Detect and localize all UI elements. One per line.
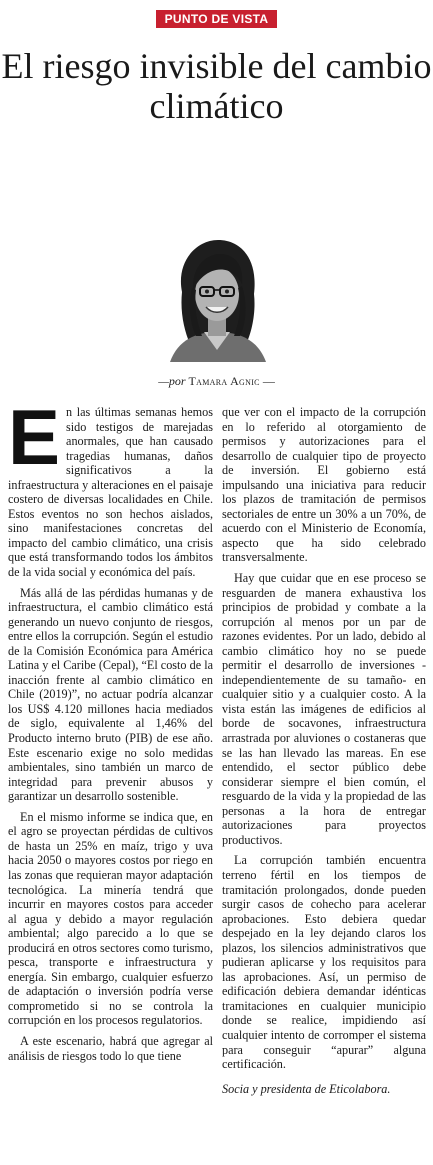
article-paragraph: Más allá de las pérdidas humanas y de infraestructura, el cambio climático está generando un nuevo conjunto de riesgos, entre ellos la corrupción. Según el estudio de la Comisión Económica para América Latina y el Caribe (Cepal), “El costo de la inacción frente al cambio climático en Chile (2019)”, no actuar podría alcanzar los US$ 4.120 millones hacia mediados de siglo, equivalente al 1,46% del Producto interno bruto (PIB) de ese año. Este escenario exige no solo medidas ambientales, sino también un marco de integridad para prevenir abusos y garantizar un desarrollo sostenible. xyxy=(8,585,213,804)
article-paragraph: La corrupción también encuentra terreno fértil en los tiempos de tramitación prolongados, donde pueden surgir casos de cohecho para acelerar aprobaciones. Esto debiera quedar despejado en la ley dejando claros los plazos, los silencios administrativos que pudieran aplicarse y los requisitos para las aprobaciones. Así, un permiso de edificación debiera demandar idénticas tramitaciones en cualquier municipio donde se realice, impidiendo así cualquier intento de corromper el sistema para conseguir “apurar” alguna certificación. xyxy=(222,853,426,1072)
article-paragraph: Hay que cuidar que en ese proceso se resguarden de manera exhaustiva los principios de probidad y combate a la corrupción al menos por un par de razones evidentes. Por un lado, debido al cambio climático hoy no se puede permitir el desarrollo de inversiones -independientemente de su tamaño- en cualquier sitio y a cualquier costo. A la vista están las imágenes de edificios al borde de socavones, infraestructura arrastrada por aluviones o costaneras que se las han llevado las mareas. En ese entendido, el sector público debe considerar siempre el bien común, el resguardo de la vida y la propiedad de las personas a la hora de entregar autorizaciones para proyectos productivos. xyxy=(222,571,426,847)
article-paragraph: En el mismo informe se indica que, en el agro se proyectan pérdidas de cultivos de hasta un 25% en maíz, trigo y uva hacia 2050 o mayores costos por riego en las zonas que requieran mayor adaptación tecnológica. La minería tendrá que incurrir en mayores costos para acceder al agua y debido a mayor regulación ambiental; algo parecido a lo que se producirá en otros sectores como turismo, pesca, transporte e infraestructura y energía. Sin embargo, cualquier esfuerzo de adaptación o inversión podría verse comprometido si no se controla la corrupción en los procesos regulatorios. xyxy=(8,809,213,1028)
section-label: PUNTO DE VISTA xyxy=(156,10,278,28)
byline-suffix: — xyxy=(262,374,275,388)
article-column-right xyxy=(222,405,426,1102)
byline xyxy=(0,374,433,389)
article-paragraph: A este escenario, habrá que agregar al análisis de riesgos todo lo que tiene xyxy=(8,1033,213,1063)
byline-prefix: —por xyxy=(158,374,186,388)
paragraph-text: n las últimas semanas hemos sido testigos de marejadas anormales, que han causado tragedias humanas, daños significativos a la infraestructura y alteraciones en el paisaje costero de diversas localidades en Chile. Estos eventos no son hechos aislados, sino manifestaciones concretas del impacto del cambio climático, una crisis que está transformando todos los ámbitos de la vida social y económica del país. xyxy=(8,405,213,580)
article-paragraph xyxy=(8,393,213,580)
author-portrait xyxy=(156,232,278,362)
author-signoff: Socia y presidenta de Eticolabora. xyxy=(222,1081,391,1096)
article-paragraph: que ver con el impacto de la corrupción en lo referido al otorgamiento de permisos y autorizaciones para el desarrollo de cualquier tipo de proyecto de inversión. El gobierno está impulsando una iniciativa para reducir los plazos de tramitación de permisos sectoriales de entre un 30% a un 70%, de acuerdo con el Ministerio de Economía, aspecto que ha sido celebrado transversalmente. xyxy=(222,405,426,565)
article-column-left xyxy=(8,393,213,1069)
article-headline: El riesgo invisible del cambio climático xyxy=(1,46,432,126)
byline-author: Tamara Agnic xyxy=(188,374,260,388)
section-kicker xyxy=(0,8,433,28)
drop-cap: E xyxy=(8,393,61,481)
